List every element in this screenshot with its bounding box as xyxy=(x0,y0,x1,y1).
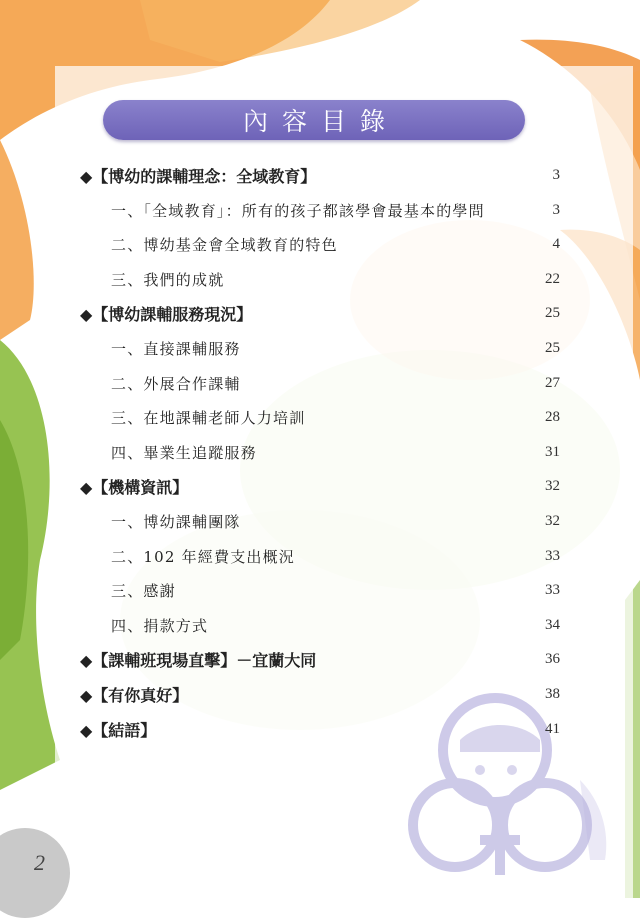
toc-entry-page-number: 27 xyxy=(545,374,560,391)
toc-entry-label: 四、捐款方式 xyxy=(111,616,209,635)
toc-entry-label: 二、博幼基金會全域教育的特色 xyxy=(111,235,338,254)
toc-section-entry[interactable] xyxy=(0,647,640,671)
toc-entry-page-number: 3 xyxy=(552,201,560,218)
toc-subsection-entry[interactable] xyxy=(0,440,640,464)
toc-subsection-entry[interactable] xyxy=(0,613,640,637)
toc-entry-page-number: 34 xyxy=(545,616,560,633)
toc-entry-label: ◆【課輔班現場直擊】－宜蘭大同 xyxy=(80,650,317,670)
toc-entry-label: 三、在地課輔老師人力培訓 xyxy=(111,408,306,427)
toc-section-entry[interactable] xyxy=(0,301,640,325)
toc-subsection-entry[interactable] xyxy=(0,544,640,568)
toc-entry-label: ◆【博幼的課輔理念：全域教育】 xyxy=(80,166,317,186)
toc-section-entry[interactable] xyxy=(0,717,640,741)
toc-subsection-entry[interactable] xyxy=(0,198,640,222)
boyo-logo-watermark xyxy=(400,680,610,880)
toc-entry-label: 一、直接課輔服務 xyxy=(111,339,241,358)
toc-entry-page-number: 25 xyxy=(545,339,560,356)
toc-title-banner xyxy=(103,100,525,140)
toc-entry-page-number: 22 xyxy=(545,270,560,287)
toc-entry-label: 三、我們的成就 xyxy=(111,270,225,289)
toc-entry-label: ◆【博幼課輔服務現況】 xyxy=(80,304,253,324)
toc-entry-label: ◆【有你真好】 xyxy=(80,685,189,705)
toc-section-entry[interactable] xyxy=(0,474,640,498)
toc-entry-page-number: 32 xyxy=(545,512,560,529)
toc-subsection-entry[interactable] xyxy=(0,232,640,256)
toc-entry-page-number: 3 xyxy=(552,166,560,183)
toc-entry-label: 四、畢業生追蹤服務 xyxy=(111,443,257,462)
toc-subsection-entry[interactable] xyxy=(0,578,640,602)
toc-entry-label: 二、外展合作課輔 xyxy=(111,374,241,393)
toc-entry-page-number: 38 xyxy=(545,685,560,702)
toc-subsection-entry[interactable] xyxy=(0,405,640,429)
toc-subsection-entry[interactable] xyxy=(0,371,640,395)
page-title: 內容目錄 xyxy=(242,107,399,136)
toc-entry-label: 二、102 年經費支出概況 xyxy=(111,547,295,566)
toc-entry-page-number: 33 xyxy=(545,547,560,564)
toc-entry-page-number: 32 xyxy=(545,477,560,494)
toc-section-entry[interactable] xyxy=(0,163,640,187)
page-number: 2 xyxy=(34,850,45,875)
toc-section-entry[interactable] xyxy=(0,682,640,706)
toc-entry-page-number: 25 xyxy=(545,304,560,321)
toc-entry-label: 一、博幼課輔團隊 xyxy=(111,512,241,531)
toc-entry-page-number: 33 xyxy=(545,581,560,598)
toc-entry-page-number: 31 xyxy=(545,443,560,460)
toc-entry-page-number: 41 xyxy=(545,720,560,737)
toc-entry-label: ◆【結語】 xyxy=(80,720,157,740)
toc-subsection-entry[interactable] xyxy=(0,267,640,291)
toc-entry-page-number: 28 xyxy=(545,408,560,425)
toc-entry-label: ◆【機構資訊】 xyxy=(80,477,189,497)
toc-entry-label: 三、感謝 xyxy=(111,581,176,600)
toc-subsection-entry[interactable] xyxy=(0,509,640,533)
toc-subsection-entry[interactable] xyxy=(0,336,640,360)
toc-entry-label: 一、「全域教育」：所有的孩子都該學會最基本的學問 xyxy=(111,201,485,220)
toc-entry-page-number: 36 xyxy=(545,650,560,667)
toc-entry-page-number: 4 xyxy=(552,235,560,252)
